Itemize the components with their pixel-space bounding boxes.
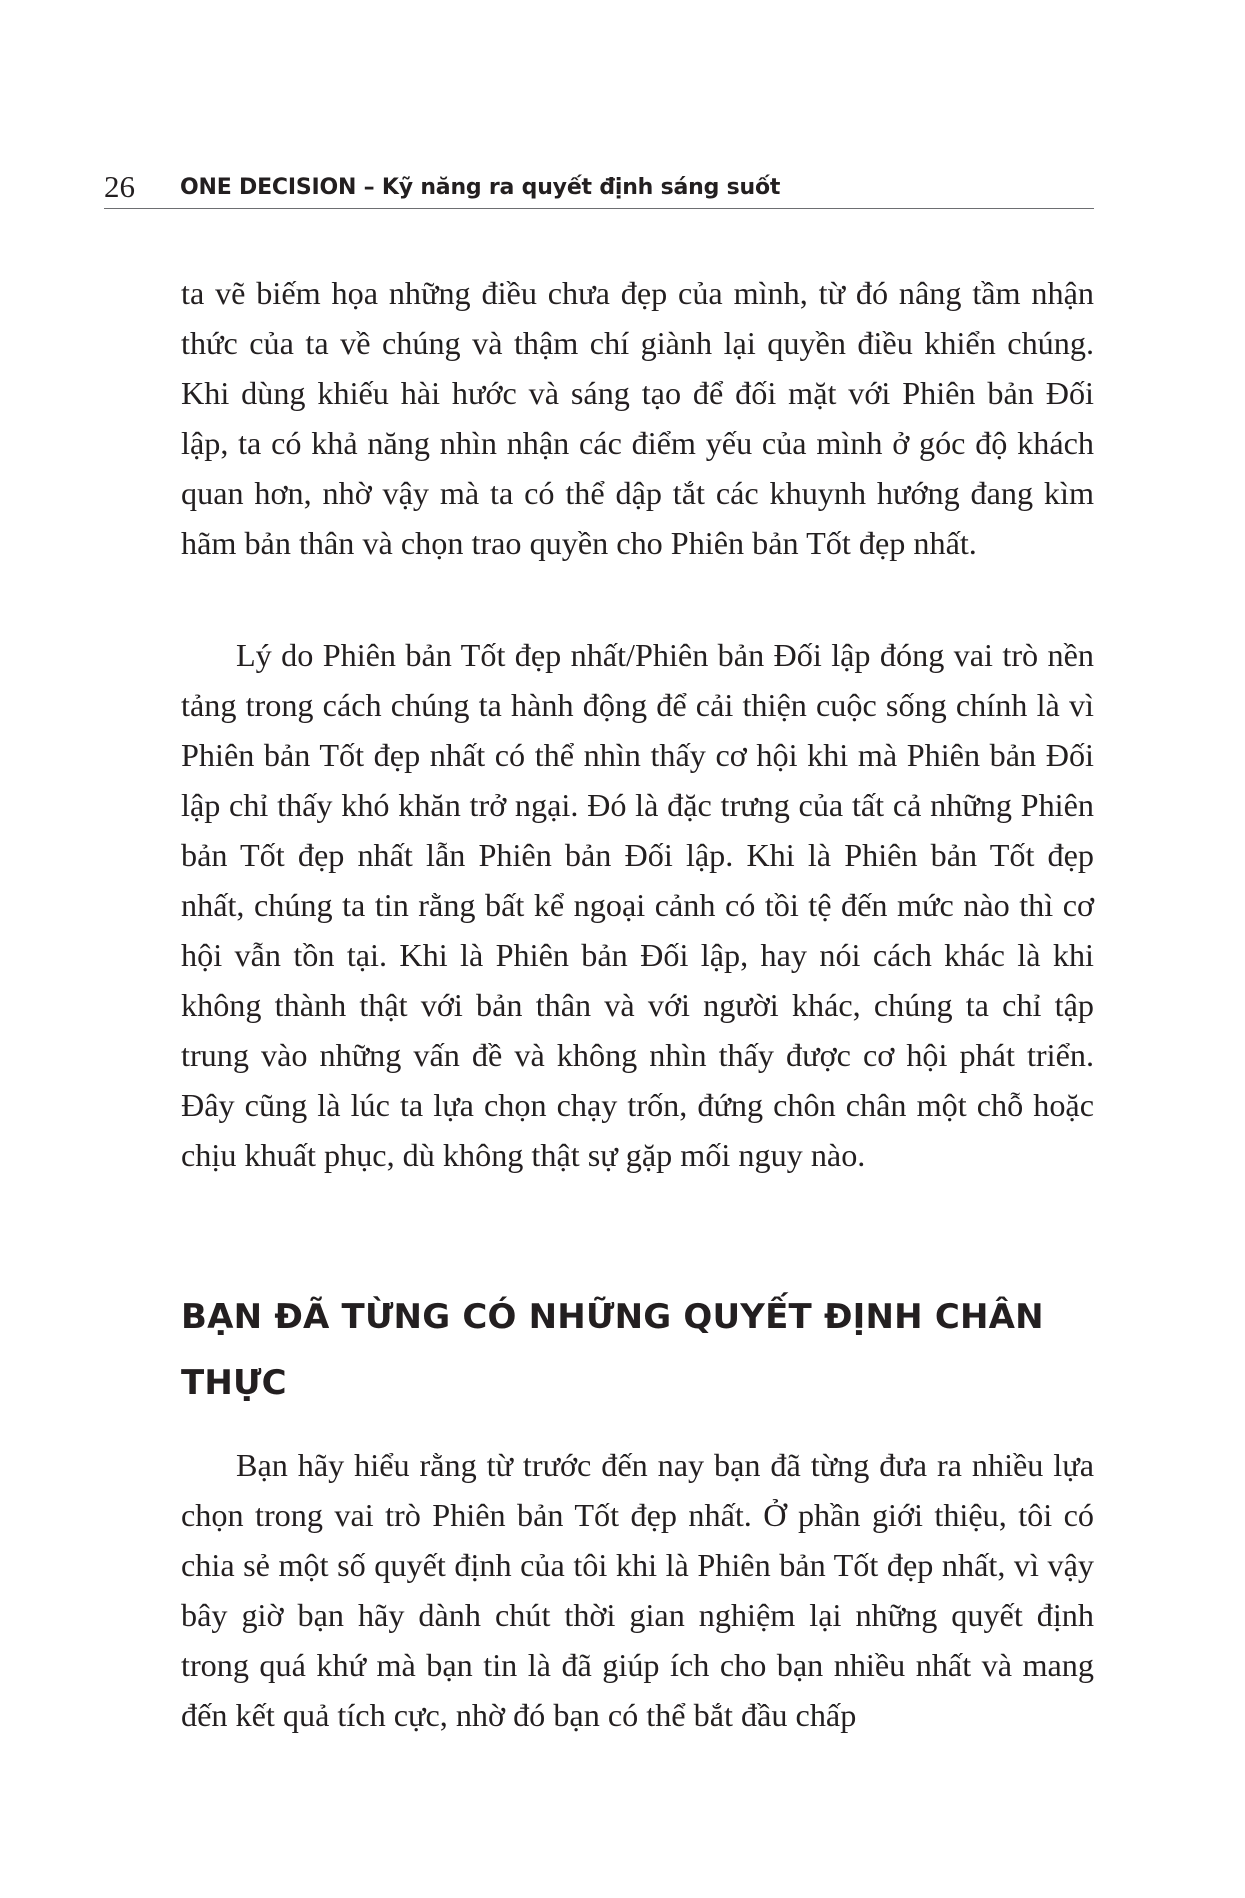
paragraph-opportunity: Lý do Phiên bản Tốt đẹp nhất/Phiên bản Đối lập đóng vai trò nền tảng trong cách chúng ta hành động để cải thiện cuộc sống chính là vì Phiên bản Tốt đẹp nhất có thể nhìn thấy cơ hội khi mà Phiên bản Đối lập chỉ thấy khó khăn trở ngại. Đó là đặc trưng của tất cả những Phiên bản Tốt đẹp nhất lẫn Phiên bản Đối lập. Khi là Phiên bản Tốt đẹp nhất, chúng ta tin rằng bất kể ngoại cảnh có tồi tệ đến mức nào thì cơ hội vẫn tồn tại. Khi là Phiên bản Đối lập, hay nói cách khác là khi không thành thật với bản thân và với người khác, chúng ta chỉ tập trung vào những vấn đề và không nhìn thấy được cơ hội phát triển. Đây cũng là lúc ta lựa chọn chạy trốn, đứng chôn chân một chỗ hoặc chịu khuất phục, dù không thật sự gặp mối nguy nào. bbox=[181, 637, 1094, 1173]
section-heading: BẠN ĐÃ TỪNG CÓ NHỮNG QUYẾT ĐỊNH CHÂN THỰC bbox=[181, 1297, 1044, 1403]
running-header bbox=[104, 168, 1094, 209]
paragraph-decisions: Bạn hãy hiểu rằng từ trước đến nay bạn đã từng đưa ra nhiều lựa chọn trong vai trò Phiên bản Tốt đẹp nhất. Ở phần giới thiệu, tôi có chia sẻ một số quyết định của tôi khi là Phiên bản Tốt đẹp nhất, vì vậy bây giờ bạn hãy dành chút thời gian nghiệm lại những quyết định trong quá khứ mà bạn tin là đã giúp ích cho bạn nhiều nhất và mang đến kết quả tích cực, nhờ đó bạn có thể bắt đầu chấp bbox=[181, 1447, 1094, 1733]
page-number: 26 bbox=[104, 169, 135, 204]
paragraph-continued: ta vẽ biếm họa những điều chưa đẹp của mình, từ đó nâng tầm nhận thức của ta về chúng và thậm chí giành lại quyền điều khiển chúng. Khi dùng khiếu hài hước và sáng tạo để đối mặt với Phiên bản Đối lập, ta có khả năng nhìn nhận các điểm yếu của mình ở góc độ khách quan hơn, nhờ vậy mà ta có thể dập tắt các khuynh hướng đang kìm hãm bản thân và chọn trao quyền cho Phiên bản Tốt đẹp nhất. bbox=[181, 275, 1094, 561]
book-title: ONE DECISION – Kỹ năng ra quyết định sáng suốt bbox=[180, 175, 781, 200]
